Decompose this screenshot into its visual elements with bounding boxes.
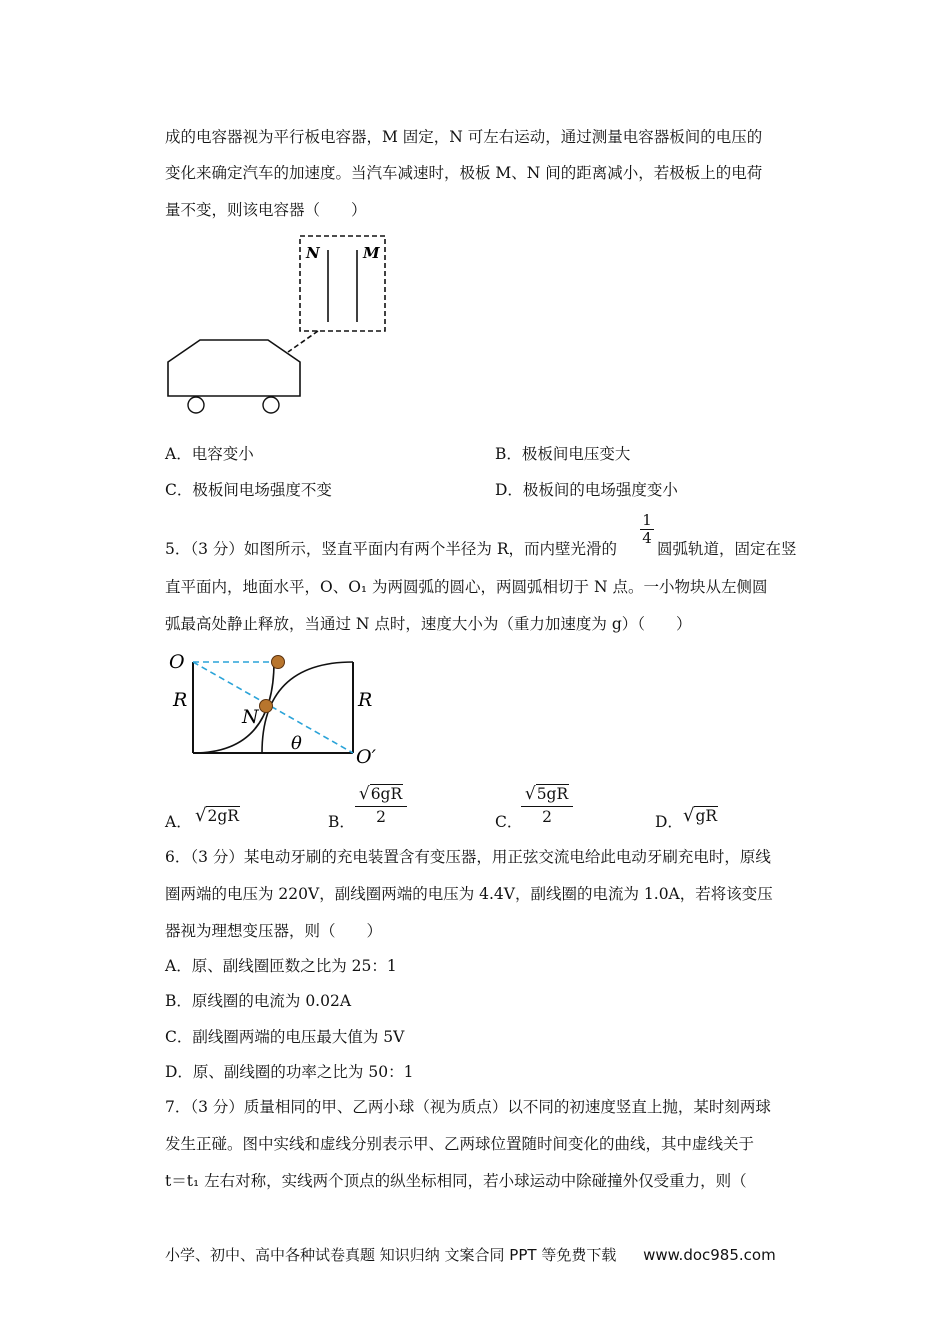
q4-text-line-2: 变化来确定汽车的加速度。当汽车减速时，极板 M、N 间的距离减小，若极板上的电荷 <box>165 164 763 182</box>
q5-text-line-1: 5．（3 分）如图所示，竖直平面内有两个半径为 R，而内壁光滑的 <box>165 540 617 558</box>
q4-text-line-3: 量不变，则该电容器（ ） <box>165 201 367 219</box>
q7-text-line-1: 7．（3 分）质量相同的甲、乙两小球（视为质点）以不同的初速度竖直上抛，某时刻两球 <box>165 1098 771 1116</box>
footer-link[interactable]: www.doc985.com <box>643 1246 776 1264</box>
q5-option-d-value <box>683 806 718 826</box>
q4-option-a: A．电容变小 <box>165 445 254 463</box>
label-n: N <box>242 706 259 728</box>
q5-text-line-1b: 圆弧轨道，固定在竖 <box>657 540 797 558</box>
fraction-denominator: 2 <box>376 808 386 826</box>
q7-text-line-2: 发生正碰。图中实线和虚线分别表示甲、乙两球位置随时间变化的曲线，其中虚线关于 <box>165 1135 755 1153</box>
label-o-prime: O′ <box>356 746 376 768</box>
block-at-n <box>260 700 273 713</box>
q5-text-line-2: 直平面内，地面水平，O、O₁ 为两圆弧的圆心，两圆弧相切于 N 点。一小物块从左侧圆 <box>165 578 768 596</box>
q6-option-a: A．原、副线圈匝数之比为 25：1 <box>165 957 397 975</box>
label-theta: θ <box>291 733 302 754</box>
q6-text-line-2: 圈两端的电压为 220V，副线圈两端的电压为 4.4V，副线圈的电流为 1.0A，若将该变压 <box>165 885 773 903</box>
q4-option-b: B．极板间电压变大 <box>495 445 631 463</box>
sqrt-radicand: 2gR <box>207 807 239 825</box>
fraction-numerator: 1 <box>642 511 652 529</box>
q5-option-a-label: A． <box>165 813 192 831</box>
car-capacitor-figure <box>160 230 390 420</box>
sqrt-sign: √ <box>524 784 536 804</box>
label-r-left: R <box>173 689 188 711</box>
sqrt-sign: √ <box>358 784 370 804</box>
q5-option-b-value <box>355 784 407 827</box>
sqrt-sign: √ <box>683 805 695 826</box>
sqrt-radicand: 6gR <box>370 785 403 803</box>
footer <box>165 1244 776 1265</box>
q5-option-a-value <box>195 806 240 826</box>
q5-option-d-label: D． <box>655 813 683 831</box>
car-body <box>168 340 300 396</box>
q6-option-d: D．原、副线圈的功率之比为 50：1 <box>165 1063 414 1081</box>
fraction-denominator: 4 <box>642 529 652 547</box>
label-m: M <box>363 244 380 262</box>
q6-text-line-3: 器视为理想变压器，则（ ） <box>165 922 383 940</box>
q6-text-line-1: 6．（3 分）某电动牙刷的充电装置含有变压器，用正弦交流电给此电动牙刷充电时，原线 <box>165 848 771 866</box>
block-top <box>272 656 285 669</box>
q4-option-c: C．极板间电场强度不变 <box>165 481 332 499</box>
sqrt-radicand: gR <box>695 807 718 825</box>
q7-text-line-3: t＝t₁ 左右对称，实线两个顶点的纵坐标相同，若小球运动中除碰撞外仅受重力，则（ <box>165 1172 747 1190</box>
right-arc <box>262 662 353 753</box>
sqrt-sign: √ <box>195 805 207 826</box>
q4-text-line-1: 成的电容器视为平行板电容器，M 固定，N 可左右运动，通过测量电容器板间的电压的 <box>165 128 763 146</box>
footer-text: 小学、初中、高中各种试卷真题 知识归纳 文案合同 PPT 等免费下载 <box>165 1246 617 1264</box>
q6-option-c: C．副线圈两端的电压最大值为 5V <box>165 1028 405 1046</box>
car-wheel-front <box>188 397 204 413</box>
label-r-right: R <box>358 689 373 711</box>
q5-text-line-3: 弧最高处静止释放，当通过 N 点时，速度大小为（重力加速度为 g）（ ） <box>165 615 692 633</box>
label-n: N <box>306 244 320 262</box>
q5-quarter-fraction <box>638 512 656 546</box>
q5-option-c-value <box>521 784 573 827</box>
q5-option-b-label: B． <box>328 813 355 831</box>
q5-option-c-label: C． <box>495 813 523 831</box>
label-o: O <box>169 651 185 673</box>
fraction-denominator: 2 <box>542 808 552 826</box>
q4-option-d: D．极板间的电场强度变小 <box>495 481 678 499</box>
q6-option-b: B．原线圈的电流为 0.02A <box>165 992 352 1010</box>
arc-track-figure <box>160 645 400 770</box>
car-wheel-rear <box>263 397 279 413</box>
sqrt-radicand: 5gR <box>536 785 569 803</box>
callout-line <box>288 331 318 352</box>
